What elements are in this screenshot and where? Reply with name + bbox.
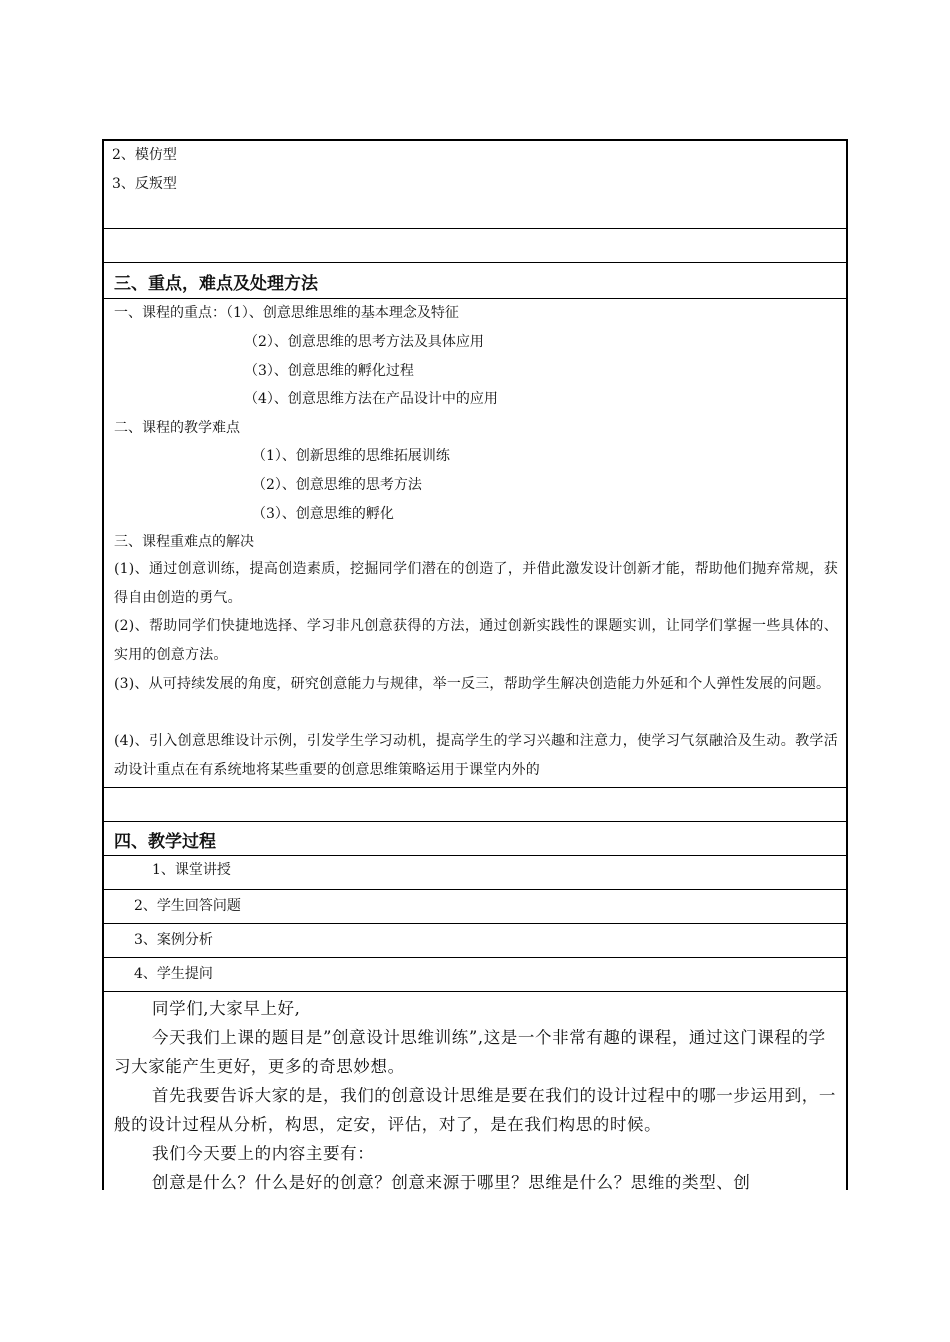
lecture-paragraph: 我们今天要上的内容主要有： <box>152 1144 375 1163</box>
types-row <box>104 141 846 229</box>
section4-heading: 四、教学过程 <box>114 832 216 852</box>
step-row <box>104 856 846 890</box>
lecture-paragraph: 创意是什么？什么是好的创意？创意来源于哪里？思维是什么？思维的类型、创 <box>152 1173 751 1192</box>
step-row <box>104 958 846 992</box>
difficulty-label: 二、课程的教学难点 <box>114 420 240 436</box>
solution-paragraph: (1)、通过创意训练，提高创造素质，挖掘同学们潜在的创造了，并借此激发设计创新才能，帮助他们抛弃常规，获得自由创造的勇气。 <box>114 561 838 606</box>
section4-heading-row <box>104 822 846 856</box>
lecture-paragraph: 同学们,大家早上好, <box>152 999 301 1018</box>
lecture-body <box>114 994 840 1197</box>
solution-label: 三、课程重难点的解决 <box>114 534 254 550</box>
lecture-paragraph: 今天我们上课的题目是”创意设计思维训练”,这是一个非常有趣的课程，通过这门课程的学习大家能产生更好，更多的奇思妙想。 <box>114 1028 826 1076</box>
section3-heading-row <box>104 263 846 299</box>
step-row <box>104 890 846 924</box>
step-label: 1、课堂讲授 <box>152 862 231 878</box>
solution-paragraph: (2)、帮助同学们快捷地选择、学习非凡创意获得的方法，通过创新实践性的课题实训，让同学们掌握一些具体的、实用的创意方法。 <box>114 618 838 663</box>
step-label: 4、学生提问 <box>134 966 213 982</box>
focus-label: 一、课程的重点：（1）、创意思维思维的基本理念及特征 <box>114 305 459 321</box>
step-label: 3、案例分析 <box>134 932 213 948</box>
solution-paragraph: (4)、引入创意思维设计示例，引发学生学习动机，提高学生的学习兴趣和注意力，使学习气氛融洽及生动。教学活动设计重点在有系统地将某些重要的创意思维策略运用于课堂内外的 <box>114 733 838 778</box>
difficulty-item: （1）、创新思维的思维拓展训练 <box>252 448 450 464</box>
difficulty-item: （2）、创意思维的思考方法 <box>252 477 422 493</box>
section3-heading: 三、重点，难点及处理方法 <box>114 274 318 294</box>
lecture-paragraph: 首先我要告诉大家的是，我们的创意设计思维是要在我们的设计过程中的哪一步运用到，一般的设计过程从分析，构思，定安，评估，对了，是在我们构思的时候。 <box>114 1086 836 1134</box>
focus-item: （4）、创意思维方法在产品设计中的应用 <box>244 391 498 407</box>
focus-item: （2）、创意思维的思考方法及具体应用 <box>244 334 484 350</box>
solution-paragraph: (3)、从可持续发展的角度，研究创意能力与规律，举一反三，帮助学生解决创造能力外延和个人弹性发展的问题。 <box>114 676 831 692</box>
type-item-imitation: 2、模仿型 <box>112 147 177 163</box>
type-item-rebellious: 3、反叛型 <box>112 176 177 192</box>
step-row <box>104 924 846 958</box>
spacer-row-1 <box>104 229 846 263</box>
step-label: 2、学生回答问题 <box>134 898 241 914</box>
spacer-row-2 <box>104 788 846 822</box>
section3-content-row <box>104 299 846 788</box>
difficulty-item: （3）、创意思维的孵化 <box>252 506 394 522</box>
lesson-plan-table <box>102 139 848 1190</box>
focus-item: （3）、创意思维的孵化过程 <box>244 363 414 379</box>
